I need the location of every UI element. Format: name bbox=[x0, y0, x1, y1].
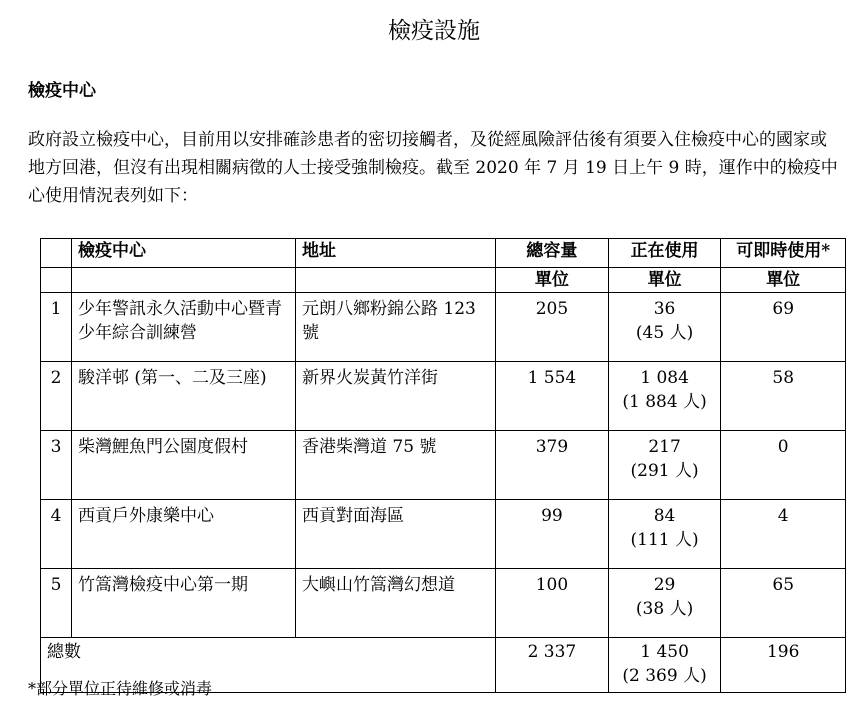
in-use-units: 29 bbox=[653, 575, 676, 595]
in-use-people: (38 人) bbox=[635, 599, 694, 619]
header-available: 可即時使用* bbox=[721, 239, 846, 268]
row-index: 2 bbox=[41, 362, 72, 431]
in-use-units: 36 bbox=[653, 299, 676, 319]
row-index: 1 bbox=[41, 293, 72, 362]
page-title: 檢疫設施 bbox=[388, 18, 480, 44]
unit-blank bbox=[41, 268, 72, 293]
in-use-units: 1 084 bbox=[640, 368, 689, 388]
unit-capacity: 單位 bbox=[496, 268, 609, 293]
centre-name: 駿洋邨 (第一、二及三座) bbox=[71, 362, 295, 431]
available-cell: 0 bbox=[721, 431, 846, 500]
available-cell: 58 bbox=[721, 362, 846, 431]
quarantine-centres-table bbox=[40, 238, 846, 693]
centre-name: 柴灣鯉魚門公園度假村 bbox=[71, 431, 295, 500]
table-row bbox=[41, 431, 846, 500]
header-address: 地址 bbox=[295, 239, 495, 268]
in-use-cell bbox=[608, 293, 721, 362]
table-row bbox=[41, 293, 846, 362]
total-label: 總數 bbox=[41, 638, 496, 693]
centre-address: 香港柴灣道 75 號 bbox=[295, 431, 495, 500]
total-in-use-people: (2 369 人) bbox=[622, 666, 707, 686]
available-cell: 65 bbox=[721, 569, 846, 638]
in-use-cell bbox=[608, 431, 721, 500]
in-use-cell bbox=[608, 569, 721, 638]
total-available: 196 bbox=[721, 638, 846, 693]
in-use-cell bbox=[608, 500, 721, 569]
centre-name: 少年警訊永久活動中心暨青少年綜合訓練營 bbox=[71, 293, 295, 362]
unit-blank bbox=[295, 268, 495, 293]
capacity-cell: 100 bbox=[496, 569, 609, 638]
total-in-use-cell bbox=[608, 638, 721, 693]
centre-address: 西貢對面海區 bbox=[295, 500, 495, 569]
row-index: 5 bbox=[41, 569, 72, 638]
unit-row bbox=[41, 268, 846, 293]
centre-name: 竹篙灣檢疫中心第一期 bbox=[71, 569, 295, 638]
unit-blank bbox=[71, 268, 295, 293]
available-cell: 4 bbox=[721, 500, 846, 569]
centre-address: 大嶼山竹篙灣幻想道 bbox=[295, 569, 495, 638]
in-use-people: (291 人) bbox=[630, 461, 699, 481]
table-row bbox=[41, 569, 846, 638]
centre-name: 西貢戶外康樂中心 bbox=[71, 500, 295, 569]
in-use-cell bbox=[608, 362, 721, 431]
header-index bbox=[41, 239, 72, 268]
intro-paragraph: 政府設立檢疫中心，目前用以安排確診患者的密切接觸者，及從經風險評估後有須要入住檢疫中心的國家或地方回港，但沒有出現相關病徵的人士接受強制檢疫。截至 2020 年 7 月 19 日上午 9 時，運作中的檢疫中心使用情況表列如下： bbox=[28, 130, 838, 206]
header-capacity: 總容量 bbox=[496, 239, 609, 268]
centre-address: 元朗八鄉粉錦公路 123 號 bbox=[295, 293, 495, 362]
capacity-cell: 379 bbox=[496, 431, 609, 500]
capacity-cell: 205 bbox=[496, 293, 609, 362]
unit-available: 單位 bbox=[721, 268, 846, 293]
header-in-use: 正在使用 bbox=[608, 239, 721, 268]
table-row bbox=[41, 500, 846, 569]
capacity-cell: 1 554 bbox=[496, 362, 609, 431]
row-index: 4 bbox=[41, 500, 72, 569]
total-capacity: 2 337 bbox=[496, 638, 609, 693]
table-row bbox=[41, 362, 846, 431]
section-heading: 檢疫中心 bbox=[28, 81, 96, 101]
centre-address: 新界火炭黃竹洋街 bbox=[295, 362, 495, 431]
row-index: 3 bbox=[41, 431, 72, 500]
capacity-cell: 99 bbox=[496, 500, 609, 569]
unit-in-use: 單位 bbox=[608, 268, 721, 293]
footnote: *部分單位正待維修或消毒 bbox=[28, 679, 213, 698]
available-cell: 69 bbox=[721, 293, 846, 362]
in-use-units: 217 bbox=[648, 437, 681, 457]
header-row bbox=[41, 239, 846, 268]
in-use-people: (111 人) bbox=[630, 530, 699, 550]
in-use-people: (1 884 人) bbox=[622, 392, 707, 412]
in-use-people: (45 人) bbox=[635, 323, 694, 343]
in-use-units: 84 bbox=[653, 506, 676, 526]
header-centre: 檢疫中心 bbox=[71, 239, 295, 268]
total-in-use-units: 1 450 bbox=[640, 642, 689, 662]
